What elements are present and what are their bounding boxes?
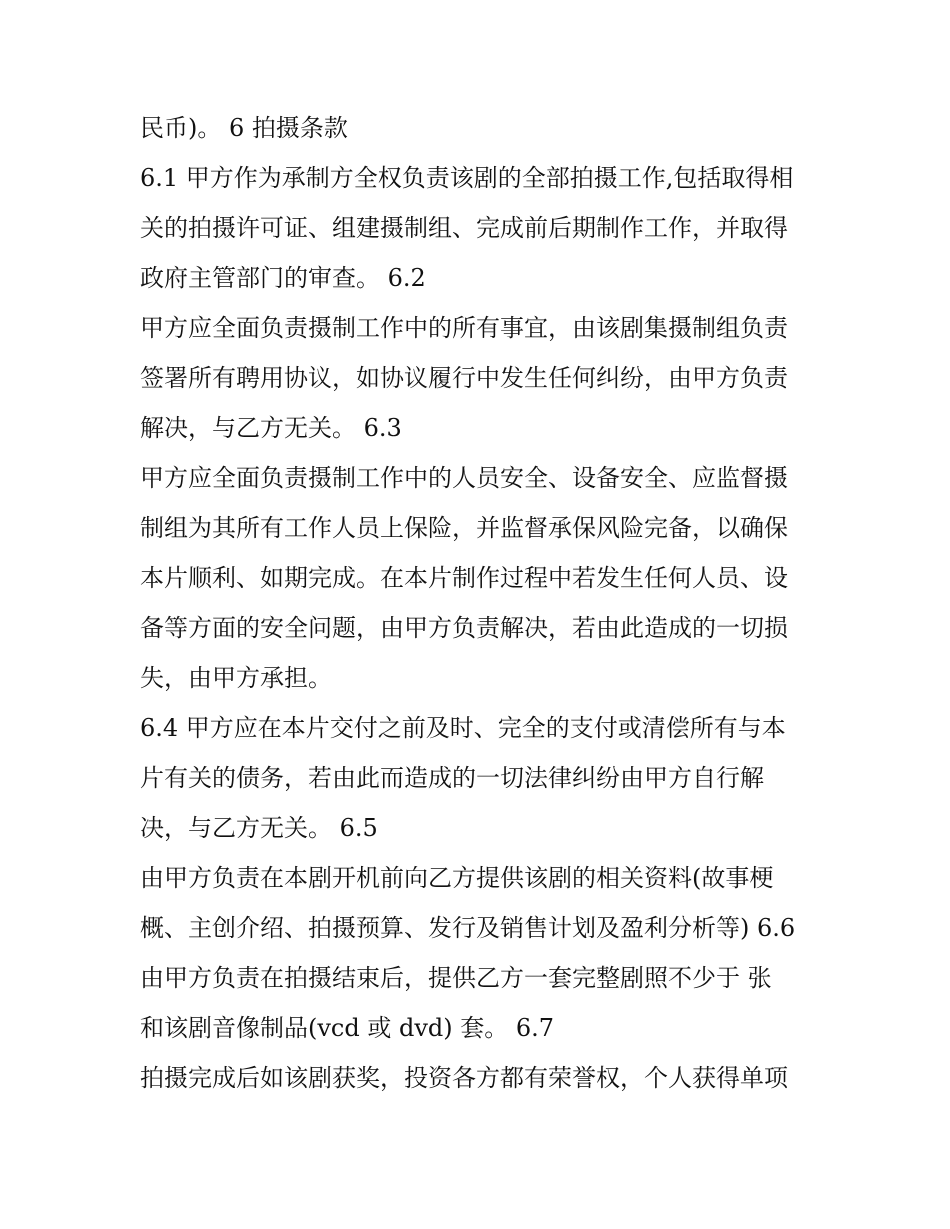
text-line: 政府主管部门的审查。 6.2 xyxy=(140,264,426,292)
text-line: 甲方应全面负责摄制工作中的人员安全、设备安全、应监督摄 xyxy=(140,464,788,492)
text-line: 甲方应全面负责摄制工作中的所有事宜，由该剧集摄制组负责 xyxy=(140,314,788,342)
text-line: 制组为其所有工作人员上保险，并监督承保风险完备，以确保 xyxy=(140,514,788,542)
text-line: 决，与乙方无关。 6.5 xyxy=(140,814,378,842)
text-line: 失，由甲方承担。 xyxy=(140,664,332,692)
text-line: 民币)。 6 拍摄条款 xyxy=(140,114,348,142)
text-line: 备等方面的安全问题，由甲方负责解决，若由此造成的一切损 xyxy=(140,614,788,642)
text-line: 片有关的债务，若由此而造成的一切法律纠纷由甲方自行解 xyxy=(140,764,764,792)
text-line: 签署所有聘用协议，如协议履行中发生任何纠纷，由甲方负责 xyxy=(140,364,788,392)
text-line: 解决，与乙方无关。 6.3 xyxy=(140,414,402,442)
text-line: 6.4 甲方应在本片交付之前及时、完全的支付或清偿所有与本 xyxy=(140,714,786,742)
text-line: 本片顺利、如期完成。在本片制作过程中若发生任何人员、设 xyxy=(140,564,788,592)
text-line: 拍摄完成后如该剧获奖，投资各方都有荣誉权，个人获得单项 xyxy=(140,1064,788,1092)
text-line: 关的拍摄许可证、组建摄制组、完成前后期制作工作，并取得 xyxy=(140,214,788,242)
text-line: 由甲方负责在拍摄结束后，提供乙方一套完整剧照不少于 张 xyxy=(140,964,772,992)
text-line: 由甲方负责在本剧开机前向乙方提供该剧的相关资料(故事梗 xyxy=(140,864,774,892)
text-line: 和该剧音像制品(vcd 或 dvd) 套。 6.7 xyxy=(140,1014,555,1042)
text-line: 概、主创介绍、拍摄预算、发行及销售计划及盈利分析等) 6.6 xyxy=(140,914,796,942)
text-line: 6.1 甲方作为承制方全权负责该剧的全部拍摄工作,包括取得相 xyxy=(140,164,794,192)
